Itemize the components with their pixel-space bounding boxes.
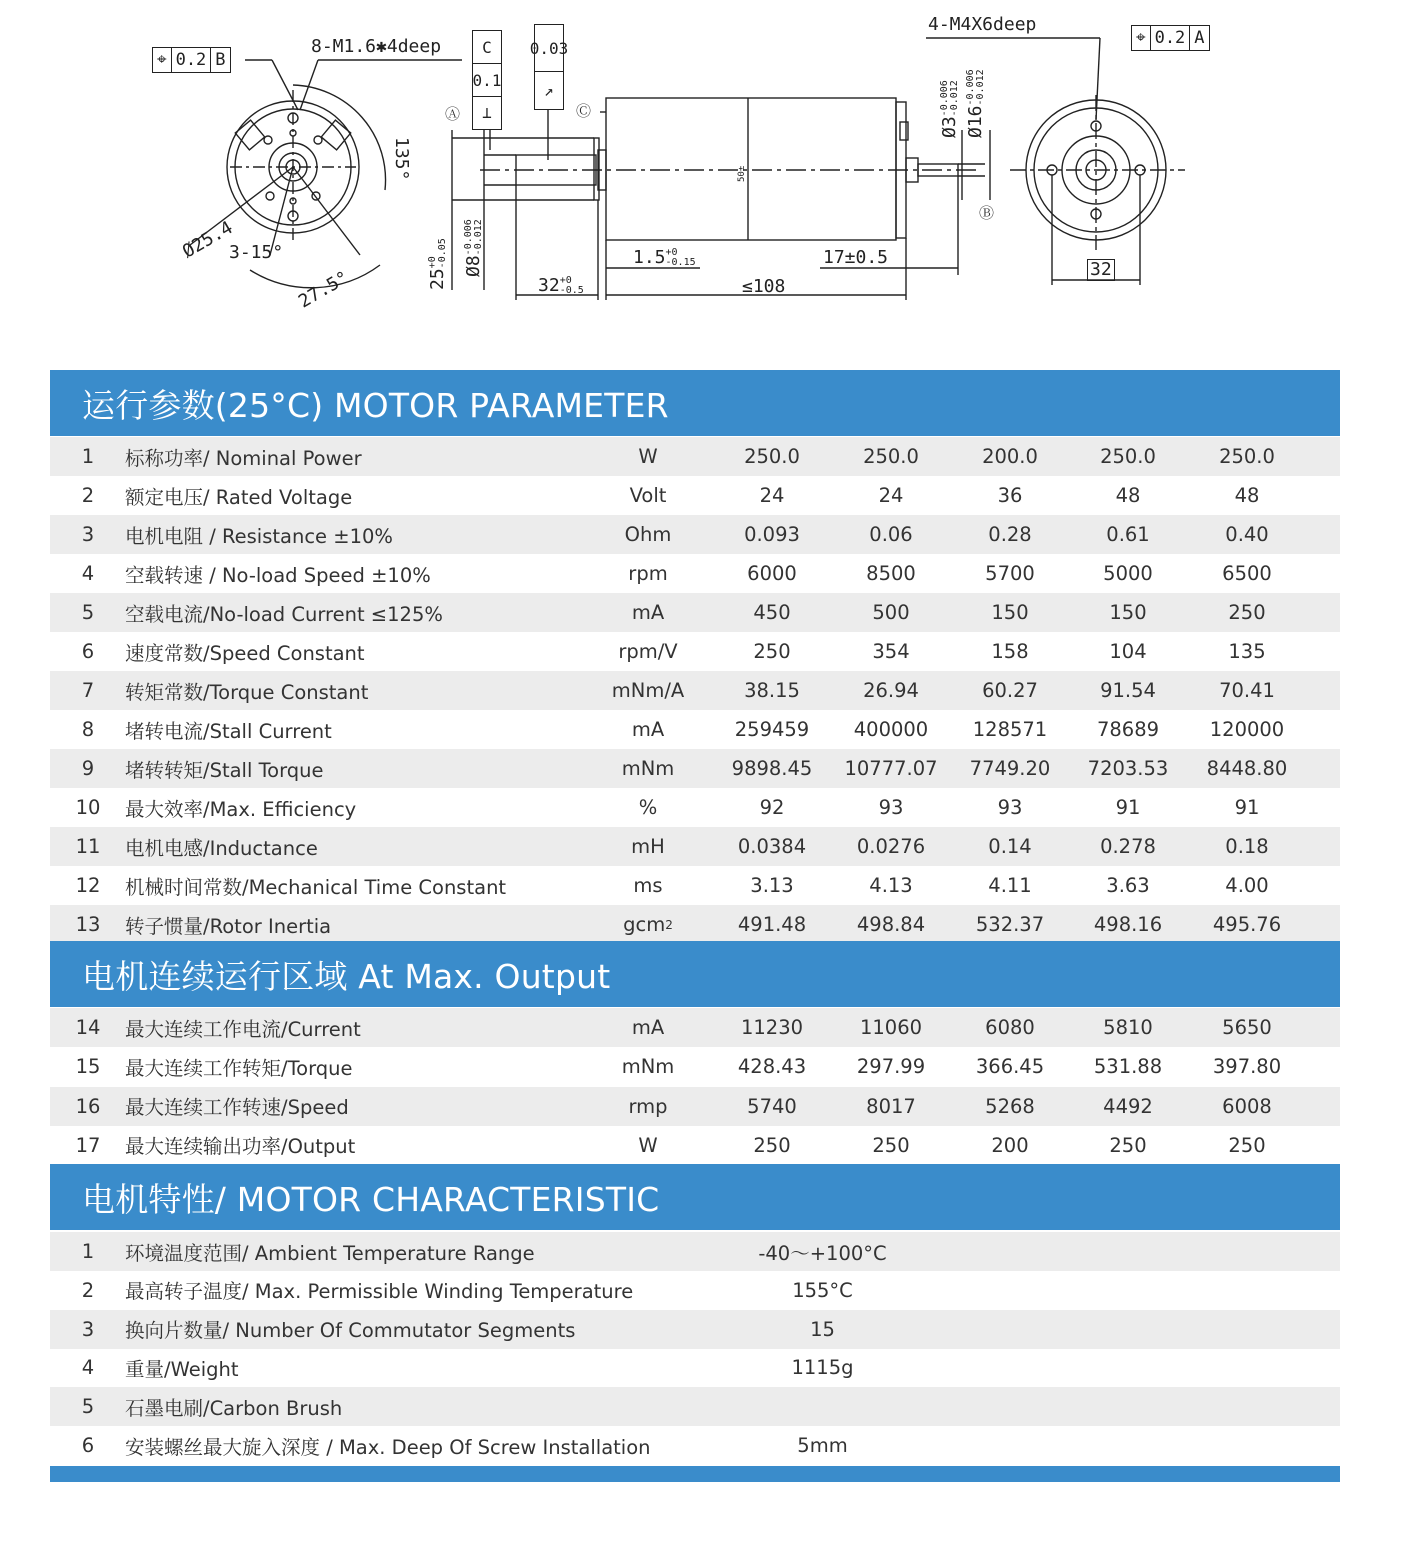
value-cell: 450 [753, 601, 791, 624]
value-cell: 0.28 [988, 523, 1032, 546]
parameter-label: 换向片数量/ Number Of Commutator Segments [125, 1319, 576, 1343]
runout-symbol-icon: ↗ [544, 80, 554, 100]
table-row [50, 1126, 1340, 1165]
value-cell: 4.13 [869, 874, 913, 897]
unit-label [598, 788, 698, 827]
pilot-diameter-25 [428, 238, 448, 290]
value-cell: 120000 [1209, 718, 1285, 741]
spec-value: 1115g [791, 1356, 854, 1380]
parameter-label: 最大连续输出功率/Output [125, 1135, 356, 1159]
table-row [50, 827, 1340, 866]
datum-label: A [1194, 28, 1205, 48]
value-cell: 4.00 [1225, 874, 1269, 897]
value-cell: 9898.45 [731, 757, 813, 780]
rear-shaft-diameter-3 [940, 80, 960, 138]
datum-b-marker: Ⓑ [979, 204, 995, 222]
table-row [50, 1271, 1340, 1310]
table-row [50, 749, 1340, 788]
flange-thickness-1-5 [633, 248, 696, 268]
value-cell: 5268 [985, 1094, 1035, 1118]
value-cell: 24 [759, 484, 785, 507]
row-number: 15 [75, 1055, 101, 1079]
value-cell: 495.76 [1212, 913, 1282, 936]
table-row [50, 866, 1340, 905]
row-number: 11 [75, 835, 101, 858]
position-tolerance-frame-b [152, 47, 231, 73]
unit-label [598, 632, 698, 671]
unit-label [598, 1126, 698, 1165]
row-number: 6 [81, 640, 95, 663]
table-row [50, 1008, 1340, 1047]
rear-boss-diameter-16 [966, 69, 986, 138]
value-cell: 5740 [747, 1094, 797, 1118]
value-cell: 78689 [1096, 718, 1160, 741]
parameter-label: 环境温度范围/ Ambient Temperature Range [125, 1241, 535, 1265]
datum-c-label: C [473, 31, 501, 64]
table-row [50, 476, 1340, 515]
row-number: 13 [75, 913, 101, 936]
value-cell: 8448.80 [1206, 757, 1288, 780]
unit-text: % [638, 796, 658, 819]
unit-label [598, 866, 698, 905]
unit-label [598, 554, 698, 593]
value-cell: 250.0 [744, 445, 800, 468]
unit-text: gcm [623, 913, 666, 936]
unit-label [598, 476, 698, 515]
table-row [50, 593, 1340, 632]
row-number: 1 [81, 1240, 95, 1263]
parameter-label: 标称功率/ Nominal Power [125, 446, 362, 470]
shaft-tol-upper: -0.006 [463, 219, 474, 256]
row-number: 4 [81, 562, 95, 585]
unit-text: rpm/V [618, 640, 678, 663]
value-cell: 48 [1115, 484, 1141, 507]
row-number: 5 [81, 1395, 95, 1419]
unit-text: Volt [629, 484, 667, 507]
row-number: 17 [75, 1133, 101, 1157]
thread-note-right: 4-M4X6deep [928, 14, 1037, 35]
row-number: 9 [81, 757, 95, 780]
parameter-label: 最大连续工作电流/Current [125, 1017, 361, 1041]
value-cell: 5650 [1222, 1016, 1272, 1039]
spec-value: 155°C [792, 1278, 853, 1302]
shaft-tol-lower: -0.012 [473, 219, 484, 256]
table-row [50, 554, 1340, 593]
row-number: 10 [75, 796, 101, 819]
shaft-length-32 [538, 276, 584, 296]
value-cell: 8500 [866, 562, 916, 585]
table-row [50, 1426, 1340, 1465]
table-row [50, 1087, 1340, 1126]
table-row [50, 1310, 1340, 1349]
position-tolerance-frame-a [1131, 25, 1210, 51]
parameter-label: 机械时间常数/Mechanical Time Constant [125, 875, 507, 899]
unit-text: rpm [628, 562, 668, 585]
row-number: 14 [75, 1016, 101, 1039]
tolerance-value: 0.2 [172, 48, 212, 72]
table-row [50, 1047, 1340, 1086]
value-cell: 4492 [1103, 1094, 1153, 1118]
value-cell: 200.0 [982, 445, 1038, 468]
value-cell: 6000 [747, 562, 797, 585]
shaft-length-tol-lower: -0.5 [559, 285, 584, 296]
value-cell: 93 [997, 796, 1023, 819]
value-cell: 500 [872, 601, 910, 624]
perpendicular-symbol-icon: ⊥ [482, 102, 492, 122]
unit-label [598, 1047, 698, 1086]
value-cell: 3.13 [750, 874, 794, 897]
pilot-dia-value: 25 [427, 268, 448, 290]
value-cell: 0.0384 [737, 835, 807, 858]
spec-value: 5mm [797, 1434, 848, 1457]
shaft-diameter-8 [464, 219, 484, 277]
row-number: 1 [81, 445, 95, 468]
unit-text: rmp [628, 1094, 668, 1118]
value-cell: 36 [997, 484, 1023, 507]
value-cell: 366.45 [975, 1055, 1045, 1079]
row-number: 4 [81, 1356, 95, 1380]
shaft-dia-value: Ø8 [463, 255, 484, 277]
flange-thickness-value: 1.5 [633, 247, 666, 268]
value-cell: 5700 [985, 562, 1035, 585]
thread-note-left: 8-M1.6✱4deep [311, 36, 442, 57]
spec-value: -40～+100°C [758, 1241, 887, 1265]
rear-shaft-tol-lower: -0.012 [949, 80, 960, 117]
value-cell: 250 [753, 1133, 791, 1157]
pilot-tol-lower: -0.05 [437, 238, 448, 269]
section-header-max-output [50, 941, 1340, 1007]
rear-length-17: 17±0.5 [823, 247, 889, 268]
parameter-label: 堵转电流/Stall Current [125, 719, 332, 743]
perp-value: 0.1 [473, 64, 501, 97]
angle-3-15: 3-15° [229, 242, 284, 263]
row-number: 3 [81, 1317, 95, 1341]
value-cell: 60.27 [982, 679, 1038, 702]
row-number: 2 [81, 1278, 95, 1302]
value-cell: 24 [878, 484, 904, 507]
row-number: 2 [81, 484, 95, 507]
value-cell: 70.41 [1219, 679, 1275, 702]
value-cell: 250.0 [1219, 445, 1275, 468]
value-cell: 7203.53 [1087, 757, 1169, 780]
value-cell: 200 [991, 1133, 1029, 1157]
table-row [50, 1348, 1340, 1387]
value-cell: 0.61 [1106, 523, 1150, 546]
row-number: 6 [81, 1434, 95, 1457]
parameter-label: 电机电阻 / Resistance ±10% [125, 524, 393, 548]
value-cell: 250 [1228, 601, 1266, 624]
unit-text: W [638, 445, 658, 468]
value-cell: 10777.07 [844, 757, 938, 780]
value-cell: 250 [1228, 1133, 1266, 1157]
rear-boss-dia-value: Ø16 [965, 105, 986, 138]
value-cell: 531.88 [1093, 1055, 1163, 1079]
parameter-label: 最高转子温度/ Max. Permissible Winding Temperature [125, 1280, 634, 1304]
shaft-length-value: 32 [538, 275, 560, 296]
parameter-label: 石墨电刷/Carbon Brush [125, 1396, 343, 1420]
value-cell: 92 [759, 796, 785, 819]
unit-label [598, 905, 698, 944]
unit-superscript: 2 [665, 917, 673, 932]
value-cell: 135 [1228, 640, 1266, 663]
body-length-108: ≤108 [742, 276, 786, 297]
row-number: 5 [81, 601, 95, 624]
table-row [50, 437, 1340, 476]
value-cell: 48 [1234, 484, 1260, 507]
value-cell: 250 [753, 640, 791, 663]
unit-label [598, 437, 698, 476]
value-cell: 400000 [853, 718, 929, 741]
parameter-label: 转子惯量/Rotor Inertia [125, 914, 332, 938]
row-number: 3 [81, 523, 95, 546]
value-cell: 7749.20 [969, 757, 1051, 780]
value-cell: 259459 [734, 718, 810, 741]
value-cell: 91.54 [1100, 679, 1156, 702]
parameter-label: 最大连续工作转矩/Torque [125, 1056, 353, 1080]
parameter-label: 电机电感/Inductance [125, 836, 318, 860]
value-cell: 6008 [1222, 1094, 1272, 1118]
section-header-motor-parameter [50, 370, 1340, 436]
value-cell: 0.14 [988, 835, 1032, 858]
table-row [50, 710, 1340, 749]
angle-27-5: 27.5° [295, 267, 353, 313]
unit-label [598, 710, 698, 749]
rear-shaft-dia-value: Ø3 [939, 116, 960, 138]
value-cell: 250.0 [1100, 445, 1156, 468]
datum-c-marker: Ⓒ [576, 102, 592, 120]
unit-label [598, 749, 698, 788]
table-row [50, 905, 1340, 944]
value-cell: 91 [1234, 796, 1260, 819]
table-row [50, 671, 1340, 710]
parameter-label: 安装螺丝最大旋入深度 / Max. Deep Of Screw Installation [125, 1435, 651, 1459]
diameter-25-4: Ø25.4 [179, 217, 237, 263]
parameter-label: 空载转速 / No-load Speed ±10% [125, 563, 431, 587]
position-symbol-icon: ⌖ [153, 48, 172, 72]
value-cell: 0.18 [1225, 835, 1269, 858]
footer-bar [50, 1466, 1340, 1482]
flange-tol-upper: +0 [665, 247, 678, 258]
value-cell: 8017 [866, 1094, 916, 1118]
value-cell: 93 [878, 796, 904, 819]
row-number: 12 [75, 874, 101, 897]
flange-tol-lower: -0.15 [665, 257, 696, 268]
value-cell: 250 [1109, 1133, 1147, 1157]
value-cell: 428.43 [737, 1055, 807, 1079]
value-cell: 0.0276 [856, 835, 926, 858]
angle-135: 135° [391, 137, 412, 181]
value-cell: 11230 [740, 1016, 804, 1039]
value-cell: 0.06 [869, 523, 913, 546]
value-cell: 11060 [859, 1016, 923, 1039]
value-cell: 4.11 [988, 874, 1032, 897]
value-cell: 6080 [985, 1016, 1035, 1039]
unit-label [598, 827, 698, 866]
parameter-label: 转矩常数/Torque Constant [125, 680, 369, 704]
parameter-label: 最大连续工作转速/Speed [125, 1096, 349, 1120]
value-cell: 532.37 [975, 913, 1045, 936]
datum-a-marker: Ⓐ [445, 105, 461, 123]
value-cell: 397.80 [1212, 1055, 1282, 1079]
spec-value [750, 1387, 895, 1426]
unit-text: mNm [621, 757, 675, 780]
value-cell: 0.40 [1225, 523, 1269, 546]
value-cell: 150 [1109, 601, 1147, 624]
parameter-label: 速度常数/Speed Constant [125, 641, 365, 665]
perpendicularity-frame [472, 30, 502, 130]
unit-text: mA [631, 1016, 665, 1039]
runout-frame [529, 24, 569, 110]
value-cell: 498.16 [1093, 913, 1163, 936]
value-cell: 250 [872, 1133, 910, 1157]
value-cell: 5000 [1103, 562, 1153, 585]
value-cell: 0.278 [1100, 835, 1156, 858]
value-cell: 158 [991, 640, 1029, 663]
table-row [50, 1387, 1340, 1426]
row-number: 7 [81, 679, 95, 702]
table-row [50, 515, 1340, 554]
section-header-motor-characteristic [50, 1164, 1340, 1230]
value-cell: 38.15 [744, 679, 800, 702]
row-number: 16 [75, 1094, 101, 1118]
spec-value: 15 [810, 1317, 835, 1341]
value-cell: 491.48 [737, 913, 807, 936]
unit-label [598, 593, 698, 632]
value-cell: 150 [991, 601, 1029, 624]
parameter-label: 堵转转矩/Stall Torque [125, 758, 324, 782]
rear-boss-tol-lower: -0.012 [975, 69, 986, 106]
parameter-label: 最大效率/Max. Efficiency [125, 797, 357, 821]
value-cell: 250.0 [863, 445, 919, 468]
table-row [50, 788, 1340, 827]
value-cell: 0.093 [744, 523, 800, 546]
value-cell: 498.84 [856, 913, 926, 936]
section-title: 运行参数(25°C) MOTOR PARAMETER [82, 385, 669, 425]
value-cell: 91 [1115, 796, 1141, 819]
parameter-label: 额定电压/ Rated Voltage [125, 485, 353, 509]
unit-text: mNm [621, 1055, 675, 1079]
value-cell: 6500 [1222, 562, 1272, 585]
body-diameter-50: 50± [737, 165, 747, 182]
position-symbol-icon: ⌖ [1132, 26, 1151, 50]
unit-text: mA [631, 718, 665, 741]
table-row [50, 1232, 1340, 1271]
row-number: 8 [81, 718, 95, 741]
value-cell: 5810 [1103, 1016, 1153, 1039]
hole-spacing-32: 32 [1087, 259, 1115, 281]
section-title: 电机特性/ MOTOR CHARACTERISTIC [82, 1179, 660, 1219]
unit-label [598, 515, 698, 554]
parameter-label: 空载电流/No-load Current ≤125% [125, 602, 443, 626]
value-cell: 104 [1109, 640, 1147, 663]
unit-text: W [638, 1133, 658, 1157]
table-row [50, 632, 1340, 671]
unit-label [598, 1008, 698, 1047]
parameter-label: 重量/Weight [125, 1357, 239, 1381]
tolerance-value: 0.2 [1151, 26, 1191, 50]
section-title: 电机连续运行区域 At Max. Output [82, 956, 611, 996]
unit-label [598, 1087, 698, 1126]
value-cell: 3.63 [1106, 874, 1150, 897]
technical-drawing [0, 0, 1403, 330]
unit-text: ms [633, 874, 663, 897]
unit-text: mH [631, 835, 665, 858]
unit-label [598, 671, 698, 710]
rear-shaft-tol-upper: -0.006 [939, 80, 950, 117]
unit-text: mNm/A [611, 679, 685, 702]
value-cell: 297.99 [856, 1055, 926, 1079]
shaft-length-tol-upper: +0 [559, 275, 572, 286]
pilot-tol-upper: +0 [427, 256, 438, 269]
value-cell: 26.94 [863, 679, 919, 702]
datum-label: B [215, 50, 226, 70]
unit-text: mA [631, 601, 665, 624]
value-cell: 354 [872, 640, 910, 663]
value-cell: 128571 [972, 718, 1048, 741]
rear-boss-tol-upper: -0.006 [965, 69, 976, 106]
runout-value: 0.03 [535, 25, 563, 72]
unit-text: Ohm [624, 523, 672, 546]
